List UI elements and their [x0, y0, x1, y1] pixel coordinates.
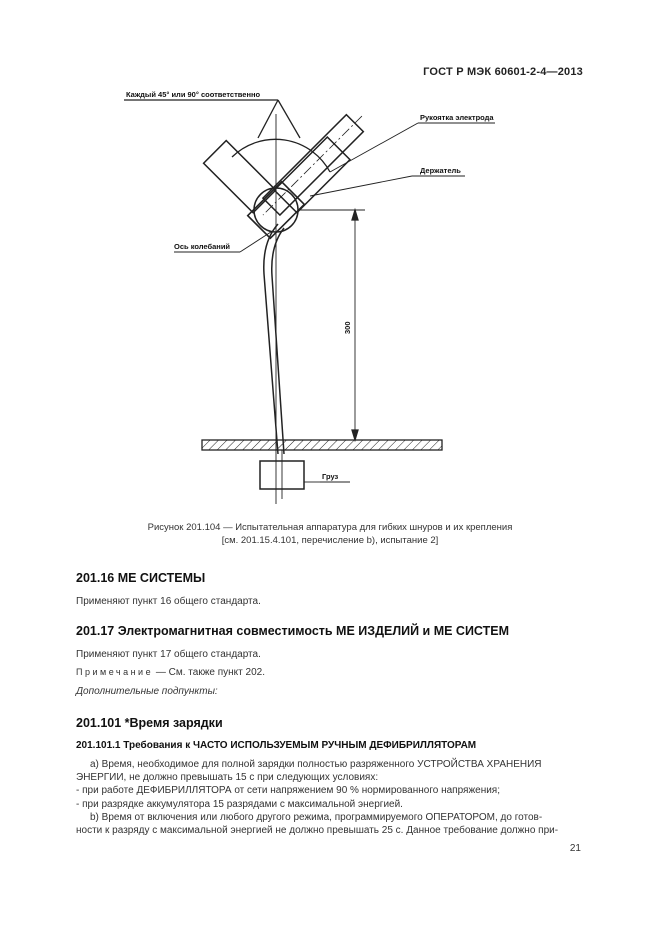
dimension-label: 300	[343, 321, 352, 334]
section-201-101-title: 201.101 *Время зарядки	[76, 716, 223, 730]
note-text: — См. также пункт 202.	[153, 667, 265, 678]
body-text	[76, 758, 584, 837]
note-label: Примечание	[76, 667, 154, 677]
figure-caption	[90, 521, 570, 547]
body-line-6: ности к разряду с максимальной энергией не должно превышать 25 с. Данное требование должно при-	[76, 825, 559, 837]
caption-line-2: [см. 201.15.4.101, перечисление b), испытание 2]	[221, 535, 439, 546]
test-apparatus-figure	[126, 84, 550, 514]
holder-label: Держатель	[420, 166, 461, 175]
section-201-101-1-title: 201.101.1 Требования к ЧАСТО ИСПОЛЬЗУЕМЫМ РУЧНЫМ ДЕФИБРИЛЛЯТОРАМ	[76, 740, 477, 751]
angle-label: Каждый 45° или 90° соответственно	[126, 90, 261, 99]
body-line-5: b) Время от включения или любого другого режима, программируемого ОПЕРАТОРОМ, до готов-	[90, 811, 543, 823]
body-line-3: - при работе ДЕФИБРИЛЛЯТОРА от сети напряжением 90 % нормированного напряжения;	[76, 785, 500, 797]
body-line-4: - при разрядке аккумулятора 15 разрядами с максимальной энергией.	[76, 798, 403, 810]
caption-line-1: Рисунок 201.104 — Испытательная аппаратура для гибких шнуров и их крепления	[147, 522, 513, 533]
base-plate	[202, 440, 442, 450]
axis-label: Ось колебаний	[174, 242, 231, 251]
note	[76, 667, 265, 678]
section-201-17-text: Применяют пункт 17 общего стандарта.	[76, 649, 261, 660]
flexible-cord-right	[272, 228, 284, 454]
handle-label: Рукоятка электрода	[420, 113, 494, 122]
body-line-2: ЭНЕРГИИ, не должно превышать 15 с при следующих условиях:	[76, 772, 379, 784]
angle-arc	[232, 139, 330, 172]
weight-label: Груз	[322, 472, 339, 481]
standard-header: ГОСТ Р МЭК 60601-2-4—2013	[423, 66, 583, 78]
body-line-1: а) Время, необходимое для полной зарядки полностью разряженного УСТРОЙСТВА ХРАНЕНИЯ	[90, 759, 542, 770]
angle-leader-1	[278, 100, 300, 138]
section-201-16-text: Применяют пункт 16 общего стандарта.	[76, 596, 261, 607]
angle-leader-2	[258, 100, 278, 138]
page-number: 21	[569, 843, 581, 854]
section-201-16-title: 201.16 МЕ СИСТЕМЫ	[76, 571, 206, 585]
additional-subclauses: Дополнительные подпункты:	[76, 686, 218, 697]
section-201-17-title: 201.17 Электромагнитная совместимость МЕ ИЗДЕЛИЙ и МЕ СИСТЕМ	[76, 624, 510, 638]
